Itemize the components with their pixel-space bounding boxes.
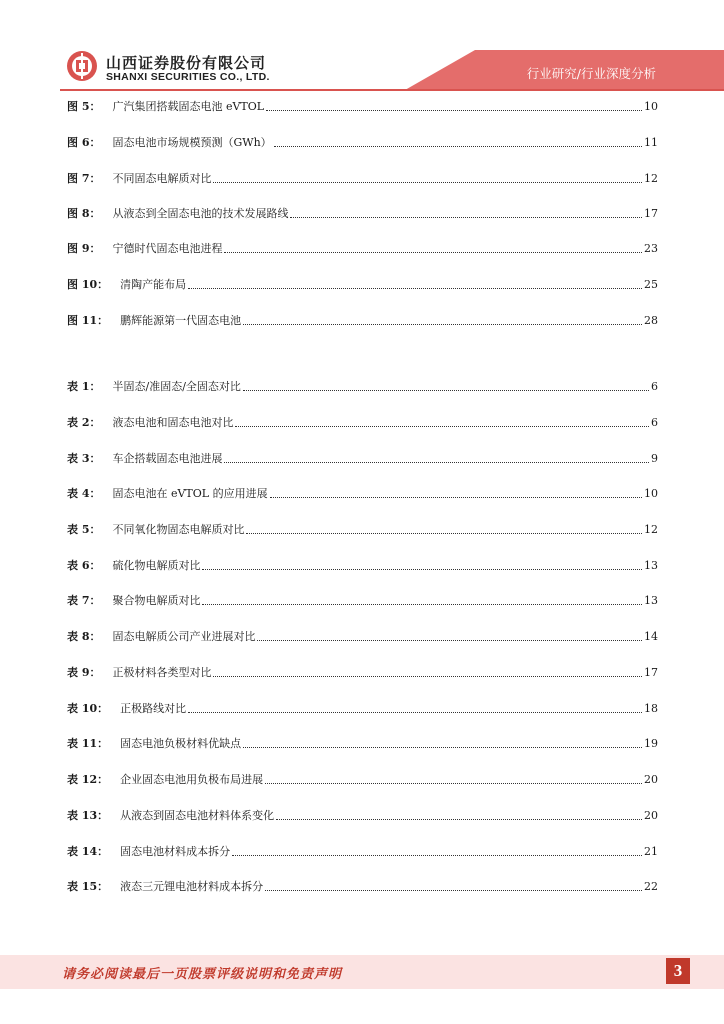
entry-title: 从液态到全固态电池的技术发展路线 (112, 207, 289, 220)
report-category: 行业研究/行业深度分析 (526, 66, 656, 81)
entry-label: 图 5： (67, 100, 101, 113)
dot-leader (188, 288, 642, 289)
toc-entry-figure[interactable] (67, 238, 658, 256)
entry-label: 表 13： (67, 809, 109, 822)
dot-leader (246, 533, 642, 534)
entry-title: 液态三元锂电池材料成本拆分 (120, 880, 264, 893)
entry-label: 表 11： (67, 737, 109, 750)
dot-leader (257, 640, 642, 641)
toc-entry-table[interactable] (67, 662, 658, 680)
entry-label: 图 10： (67, 278, 109, 291)
entry-page: 11 (644, 136, 658, 149)
entry-title: 固态电池市场规模预测（GWh） (112, 136, 272, 149)
entry-title: 液态电池和固态电池对比 (112, 416, 234, 429)
entry-label: 表 14： (67, 845, 109, 858)
entry-page: 13 (644, 559, 658, 572)
entry-page: 21 (644, 845, 658, 858)
entry-page: 13 (644, 594, 658, 607)
entry-title: 企业固态电池用负极布局进展 (120, 773, 264, 786)
entry-title: 正极路线对比 (120, 702, 187, 715)
entry-label: 表 5： (67, 523, 101, 536)
entry-label: 表 1： (67, 380, 101, 393)
entry-page: 9 (651, 452, 658, 465)
entry-page: 22 (644, 880, 658, 893)
dot-leader (243, 324, 642, 325)
entry-page: 14 (644, 630, 658, 643)
dot-leader (274, 146, 642, 147)
entry-title: 从液态到固态电池材料体系变化 (120, 809, 275, 822)
toc-entry-table[interactable] (67, 769, 658, 787)
entry-title: 不同固态电解质对比 (112, 172, 212, 185)
company-name-en: SHANXI SECURITIES CO., LTD. (106, 71, 270, 83)
entry-label: 表 15： (67, 880, 109, 893)
entry-label: 表 7： (67, 594, 101, 607)
entry-title: 半固态/准固态/全固态对比 (112, 380, 241, 393)
dot-leader (270, 497, 642, 498)
entry-title: 固态电解质公司产业进展对比 (112, 630, 256, 643)
entry-page: 6 (651, 380, 658, 393)
toc-entry-table[interactable] (67, 519, 658, 537)
company-name-cn: 山西证券股份有限公司 (106, 54, 267, 72)
dot-leader (224, 462, 649, 463)
dot-leader (213, 676, 642, 677)
dot-leader (243, 747, 642, 748)
toc-entry-table[interactable] (67, 698, 658, 716)
toc-entry-figure[interactable] (67, 274, 658, 292)
toc-entry-table[interactable] (67, 626, 658, 644)
toc-entry-table[interactable] (67, 733, 658, 751)
toc-entry-table[interactable] (67, 555, 658, 573)
entry-title: 固态电池材料成本拆分 (120, 845, 231, 858)
entry-label: 表 12： (67, 773, 109, 786)
dot-leader (232, 855, 642, 856)
toc-entry-figure[interactable] (67, 132, 658, 150)
entry-page: 20 (644, 773, 658, 786)
entry-page: 6 (651, 416, 658, 429)
dot-leader (213, 182, 642, 183)
entry-page: 10 (644, 100, 658, 113)
toc-entry-table[interactable] (67, 805, 658, 823)
entry-label: 表 4： (67, 487, 101, 500)
toc-entry-table[interactable] (67, 876, 658, 894)
entry-title: 固态电池在 eVTOL 的应用进展 (112, 487, 268, 500)
entry-page: 20 (644, 809, 658, 822)
entry-label: 图 9： (67, 242, 101, 255)
toc-entry-table[interactable] (67, 376, 658, 394)
entry-title: 正极材料各类型对比 (112, 666, 212, 679)
toc-entry-figure[interactable] (67, 310, 658, 328)
entry-page: 10 (644, 487, 658, 500)
entry-page: 19 (644, 737, 658, 750)
entry-title: 硫化物电解质对比 (112, 559, 201, 572)
entry-page: 25 (644, 278, 658, 291)
dot-leader (290, 217, 642, 218)
entry-label: 图 7： (67, 172, 101, 185)
header-divider (60, 89, 724, 91)
entry-title: 不同氧化物固态电解质对比 (112, 523, 245, 536)
page-number: 3 (666, 958, 690, 984)
entry-title: 车企搭载固态电池进展 (112, 452, 223, 465)
entry-page: 17 (644, 207, 658, 220)
entry-page: 17 (644, 666, 658, 679)
entry-page: 12 (644, 523, 658, 536)
dot-leader (276, 819, 642, 820)
entry-page: 28 (644, 314, 658, 327)
dot-leader (188, 712, 642, 713)
page-header (0, 0, 724, 98)
company-logo-icon (66, 50, 98, 82)
entry-page: 18 (644, 702, 658, 715)
entry-title: 广汽集团搭载固态电池 eVTOL (112, 100, 265, 113)
entry-label: 表 10： (67, 702, 109, 715)
entry-page: 12 (644, 172, 658, 185)
entry-label: 表 8： (67, 630, 101, 643)
dot-leader (243, 390, 649, 391)
entry-title: 清陶产能布局 (120, 278, 187, 291)
entry-title: 固态电池负极材料优缺点 (120, 737, 242, 750)
entry-title: 聚合物电解质对比 (112, 594, 201, 607)
toc-entry-figure[interactable] (67, 96, 658, 114)
dot-leader (265, 890, 642, 891)
toc-entry-table[interactable] (67, 590, 658, 608)
entry-page: 23 (644, 242, 658, 255)
toc-entry-table[interactable] (67, 483, 658, 501)
dot-leader (265, 783, 642, 784)
entry-title: 宁德时代固态电池进程 (112, 242, 223, 255)
dot-leader (202, 569, 642, 570)
dot-leader (202, 604, 642, 605)
toc-entry-figure[interactable] (67, 168, 658, 186)
toc-entry-table[interactable] (67, 412, 658, 430)
dot-leader (266, 110, 642, 111)
dot-leader (235, 426, 649, 427)
toc-entry-figure[interactable] (67, 203, 658, 221)
entry-label: 表 9： (67, 666, 101, 679)
entry-label: 图 11： (67, 314, 109, 327)
entry-title: 鹏辉能源第一代固态电池 (120, 314, 242, 327)
entry-label: 表 2： (67, 416, 101, 429)
entry-label: 表 6： (67, 559, 101, 572)
entry-label: 图 8： (67, 207, 101, 220)
entry-label: 图 6： (67, 136, 101, 149)
entry-label: 表 3： (67, 452, 101, 465)
toc-entry-table[interactable] (67, 448, 658, 466)
dot-leader (224, 252, 642, 253)
toc-entry-table[interactable] (67, 841, 658, 859)
footer-disclaimer: 请务必阅读最后一页股票评级说明和免责声明 (62, 967, 343, 982)
